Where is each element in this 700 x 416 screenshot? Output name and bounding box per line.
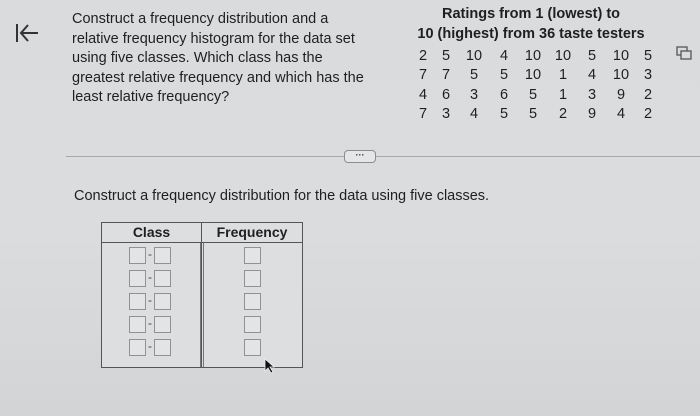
class-lower-limit-input[interactable] bbox=[129, 339, 146, 356]
frequency-column bbox=[244, 247, 261, 362]
dataset-row bbox=[412, 85, 660, 105]
dataset-value: 5 bbox=[528, 86, 538, 103]
dataset-value: 1 bbox=[558, 86, 568, 103]
dataset-value: 10 bbox=[612, 47, 630, 64]
frequency-header: Frequency bbox=[216, 224, 288, 240]
dataset-value: 3 bbox=[643, 67, 653, 84]
dataset-value: 10 bbox=[524, 47, 542, 64]
dataset-value: 2 bbox=[418, 47, 428, 64]
class-upper-limit-input[interactable] bbox=[154, 293, 171, 310]
class-lower-limit-input[interactable] bbox=[129, 270, 146, 287]
dataset-row bbox=[412, 105, 660, 125]
question-line: using five classes. Which class has the bbox=[72, 50, 323, 66]
class-range-dash: - bbox=[148, 270, 152, 284]
class-upper-limit-input[interactable] bbox=[154, 270, 171, 287]
dataset-value: 3 bbox=[587, 86, 597, 103]
dataset-title-line: 10 (highest) from 36 taste testers bbox=[417, 25, 645, 42]
frequency-row bbox=[244, 316, 261, 339]
dataset-value: 4 bbox=[499, 47, 509, 64]
question-line: least relative frequency? bbox=[72, 89, 230, 105]
dataset-value: 2 bbox=[643, 106, 653, 123]
dataset-value: 6 bbox=[499, 86, 509, 103]
dataset-value: 10 bbox=[612, 67, 630, 84]
dataset-value: 4 bbox=[418, 86, 428, 103]
class-lower-limit-input[interactable] bbox=[129, 247, 146, 264]
class-upper-limit-input[interactable] bbox=[154, 339, 171, 356]
dataset-value: 9 bbox=[587, 106, 597, 123]
dataset-value: 7 bbox=[441, 67, 451, 84]
dataset-value: 3 bbox=[469, 86, 479, 103]
dataset-value: 5 bbox=[587, 47, 597, 64]
mouse-cursor-icon bbox=[264, 358, 278, 374]
class-row bbox=[129, 247, 171, 270]
question-line: relative frequency histogram for the data set bbox=[72, 30, 355, 47]
frequency-row bbox=[244, 339, 261, 362]
class-row bbox=[129, 293, 171, 316]
dataset-value: 9 bbox=[616, 86, 626, 103]
class-upper-limit-input[interactable] bbox=[154, 316, 171, 333]
frequency-input[interactable] bbox=[244, 270, 261, 287]
class-range-dash: - bbox=[148, 247, 152, 261]
instruction-text: Construct a frequency distribution for the data using five classes. bbox=[74, 188, 490, 204]
dataset-row bbox=[412, 66, 660, 86]
frequency-input[interactable] bbox=[244, 293, 261, 310]
section-divider bbox=[66, 156, 700, 157]
dataset-value: 4 bbox=[469, 106, 479, 123]
frequency-table bbox=[101, 222, 303, 368]
class-lower-limit-input[interactable] bbox=[129, 316, 146, 333]
copy-icon[interactable] bbox=[676, 46, 692, 60]
dataset-value: 5 bbox=[469, 67, 479, 84]
class-lower-limit-input[interactable] bbox=[129, 293, 146, 310]
question-line: greatest relative frequency and which has the bbox=[72, 69, 364, 86]
class-header: Class bbox=[132, 224, 171, 240]
dataset-value: 10 bbox=[524, 67, 542, 84]
dataset-value: 10 bbox=[554, 47, 572, 64]
class-row bbox=[129, 316, 171, 339]
dataset-value: 2 bbox=[558, 106, 568, 123]
class-upper-limit-input[interactable] bbox=[154, 247, 171, 264]
column-divider bbox=[203, 243, 204, 367]
dataset-row bbox=[412, 46, 660, 66]
frequency-row bbox=[244, 270, 261, 293]
frequency-row bbox=[244, 247, 261, 270]
dataset-value: 4 bbox=[587, 67, 597, 84]
dataset-value: 2 bbox=[643, 86, 653, 103]
class-range-dash: - bbox=[148, 339, 152, 353]
column-divider bbox=[200, 243, 201, 367]
dataset-value: 5 bbox=[499, 67, 509, 84]
dataset-value: 10 bbox=[465, 47, 483, 64]
column-divider bbox=[201, 223, 202, 367]
dataset-value: 7 bbox=[418, 67, 428, 84]
dataset-title-line: Ratings from 1 (lowest) to bbox=[441, 6, 621, 22]
dataset-value: 3 bbox=[441, 106, 451, 123]
back-arrow-icon[interactable] bbox=[14, 20, 40, 46]
dataset-value: 5 bbox=[643, 47, 653, 64]
dataset-value: 1 bbox=[558, 67, 568, 84]
class-row bbox=[129, 339, 171, 362]
dataset-table bbox=[412, 46, 660, 124]
frequency-row bbox=[244, 293, 261, 316]
header-divider bbox=[102, 242, 302, 243]
dataset-value: 6 bbox=[441, 86, 451, 103]
frequency-input[interactable] bbox=[244, 247, 261, 264]
dataset-value: 5 bbox=[499, 106, 509, 123]
class-range-dash: - bbox=[148, 293, 152, 307]
dataset-value: 7 bbox=[418, 106, 428, 123]
class-row bbox=[129, 270, 171, 293]
class-range-dash: - bbox=[148, 316, 152, 330]
question-text bbox=[72, 10, 382, 108]
question-line: Construct a frequency distribution and a bbox=[72, 11, 329, 27]
frequency-input[interactable] bbox=[244, 339, 261, 356]
frequency-input[interactable] bbox=[244, 316, 261, 333]
dataset-value: 5 bbox=[441, 47, 451, 64]
class-column bbox=[129, 247, 171, 362]
dataset-value: 5 bbox=[528, 106, 538, 123]
dataset-title bbox=[406, 5, 656, 44]
dataset-value: 4 bbox=[616, 106, 626, 123]
more-button[interactable]: ··· bbox=[344, 150, 376, 163]
